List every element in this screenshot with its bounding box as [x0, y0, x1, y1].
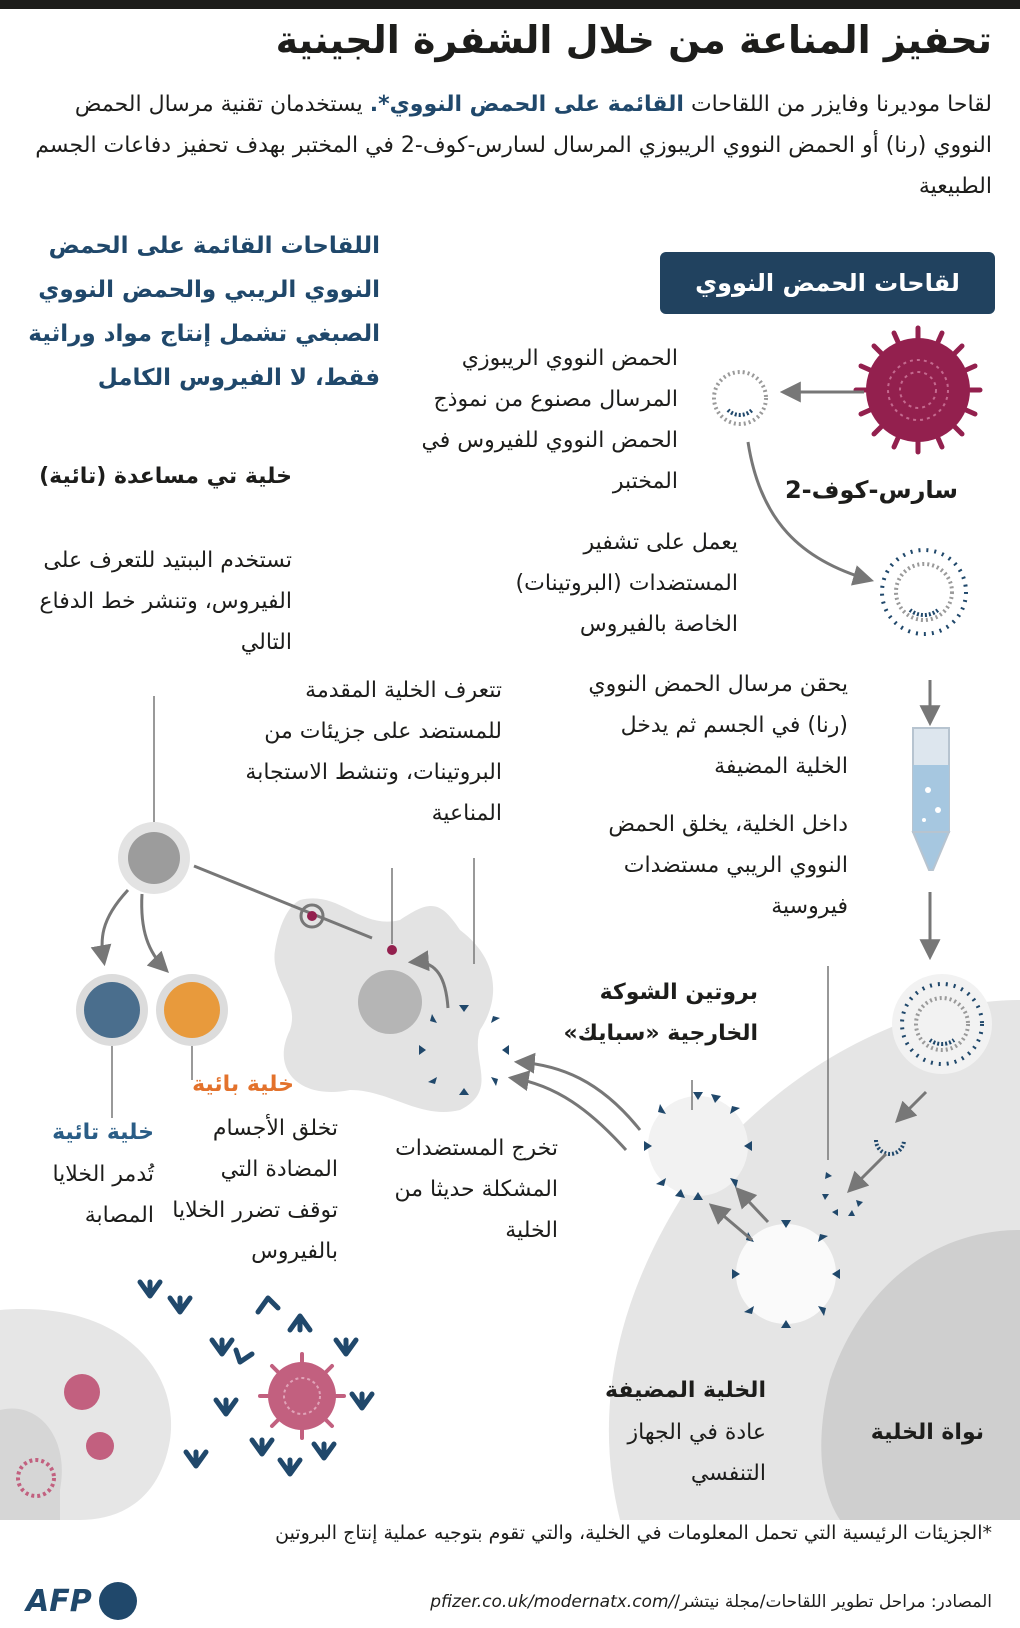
footnote: *الجزيئات الرئيسية التي تحمل المعلومات في الخلية، والتي تقوم بتوجيه عملية إنتاج البروتين: [275, 1522, 992, 1544]
afp-logo: AFP: [26, 1584, 92, 1619]
t-helper-cell-icon: [118, 822, 190, 894]
intro-part1: لقاحا موديرنا وفايزر من اللقاحات: [690, 92, 992, 117]
killer-t-cell-icon: [76, 974, 148, 1046]
source-prefix: المصادر: مراحل تطوير اللقاحات/مجلة نيتشر/: [674, 1592, 992, 1612]
host-cell-title: الخلية المضيفة: [604, 1378, 766, 1403]
b-cell-desc: تخلق الأجسام المضادة التي توقف تضرر الخلايا بالفيروس: [172, 1116, 338, 1264]
virus-label: سارس-كوف-2: [784, 476, 958, 504]
mrna-icon: [714, 372, 766, 424]
peptide-marker: [387, 945, 397, 955]
antigen-exit-icon: [644, 1092, 752, 1200]
t-cell-desc: تُدمر الخلايا المصابة: [52, 1162, 154, 1228]
intro-highlight: القائمة على الحمض النووي*.: [369, 92, 684, 117]
b-cell-title: خلية بائية: [192, 1072, 294, 1097]
lipid-nanoparticle-icon: [882, 550, 966, 634]
nucleus-label: نواة الخلية: [870, 1420, 984, 1445]
afp-logo-dot: [99, 1582, 137, 1620]
neutralized-virus-icon: [260, 1354, 344, 1438]
apc-label: تتعرف الخلية المقدمة للمستضد على جزيئات من البروتينات، وتنشط الاستجابة المناعية: [245, 678, 502, 826]
t-helper-title: خلية تي مساعدة (تائية): [39, 464, 292, 489]
side-note: اللقاحات القائمة على الحمض النووي الريبي والحمض النووي الصبغي تشمل إنتاج مواد وراثية فقط، لا الفيروس الكامل: [28, 233, 380, 391]
page-title: تحفيز المناعة من خلال الشفرة الجينية: [275, 18, 992, 62]
source-url: pfizer.co.uk/modernatx.com/: [430, 1592, 675, 1612]
dna-vaccines-chip: لقاحات الحمض النووي: [660, 252, 995, 314]
t-cell-title: خلية تائية: [52, 1120, 154, 1145]
inject-label: يحقن مرسال الحمض النووي (رنا) في الجسم ثم يدخل الخلية المضيفة: [588, 672, 848, 779]
virus-icon: [856, 328, 980, 452]
antigens-exit-label: تخرج المستضدات المشكلة حديثا من الخلية: [394, 1136, 558, 1243]
t-helper-desc: تستخدم الببتيد للتعرف على الفيروس، وتنشر خط الدفاع التالي: [39, 548, 292, 655]
syringe-icon: [913, 728, 949, 870]
nanoparticle-entry-icon: [892, 974, 992, 1074]
encodes-label: يعمل على تشفير المستضدات (البروتينات) الخاصة بالفيروس: [515, 530, 738, 637]
inside-cell-label: داخل الخلية، يخلق الحمض النووي الريبي مستضدات فيروسية: [608, 812, 848, 919]
antibody-icons: [140, 1282, 372, 1474]
mrna-lab-label: الحمض النووي الريبوزي المرسال مصنوع من نموذج الحمض النووي للفيروس في المختبر: [421, 346, 678, 494]
spike-label: بروتين الشوكة الخارجية «سبايك»: [563, 980, 758, 1046]
apc-nucleus: [358, 970, 422, 1034]
host-cell-desc: عادة في الجهاز التنفسي: [627, 1420, 766, 1486]
intro-part2: يستخدمان تقنية مرسال الحمض النووي (رنا) أو الحمض النووي الريبوزي المرسال لسارس-كوف-2 في المختبر بهدف تحفيز دفاعات الجسم الطبيعية: [35, 92, 992, 199]
source-line: [430, 1592, 992, 1612]
b-cell-icon: [156, 974, 228, 1046]
